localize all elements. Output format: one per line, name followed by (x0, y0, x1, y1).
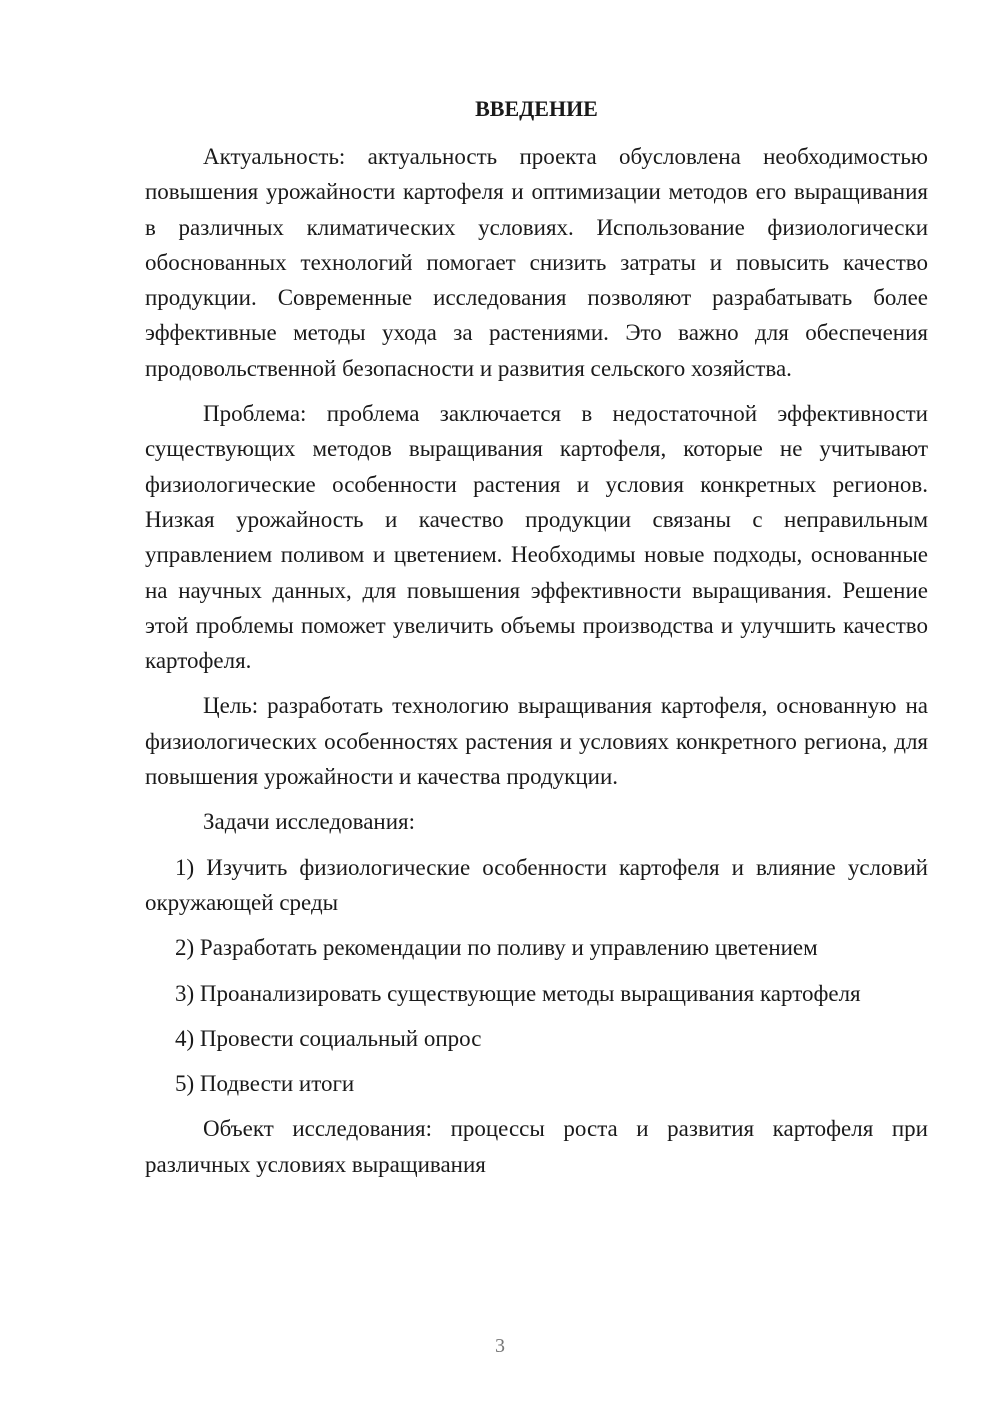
document-page (145, 94, 928, 1192)
page-number: 3 (495, 1335, 505, 1357)
problem-paragraph: Проблема: проблема заключается в недостаточной эффективности существующих методов выращивания картофеля, которые не учитывают физиологические особенности растения и условия конкретных регионов. Низкая урожайность и качество продукции связаны с неправильным управлением поливом и цветением. Необходимы новые подходы, основанные на научных данных, для повышения эффективности выращивания. Решение этой проблемы поможет увеличить объемы производства и улучшить качество картофеля. (145, 401, 928, 674)
section-title: ВВЕДЕНИЕ (475, 96, 598, 121)
task-item: 2) Разработать рекомендации по поливу и управлению цветением (175, 935, 818, 961)
tasks-heading: Задачи исследования: (203, 809, 416, 835)
relevance-paragraph: Актуальность: актуальность проекта обусловлена необходимостью повышения урожайности картофеля и оптимизации методов его выращивания в различных климатических условиях. Использование физиологически обоснованных технологий помогает снизить затраты и повысить качество продукции. Современные исследования позволяют разрабатывать более эффективные методы ухода за растениями. Это важно для обеспечения продовольственной безопасности и развития сельского хозяйства. (145, 144, 928, 381)
tasks-list (145, 850, 928, 1102)
task-item: 3) Проанализировать существующие методы выращивания картофеля (175, 980, 861, 1006)
object-paragraph: Объект исследования: процессы роста и развития картофеля при различных условиях выращивания (145, 1116, 928, 1177)
task-item: 1) Изучить физиологические особенности картофеля и влияние условий окружающей среды (145, 854, 928, 915)
task-item: 5) Подвести итоги (175, 1071, 355, 1097)
task-item: 4) Провести социальный опрос (175, 1025, 482, 1051)
goal-paragraph: Цель: разработать технологию выращивания картофеля, основанную на физиологических особенностях растения и условиях конкретного региона, для повышения урожайности и качества продукции. (145, 693, 928, 790)
